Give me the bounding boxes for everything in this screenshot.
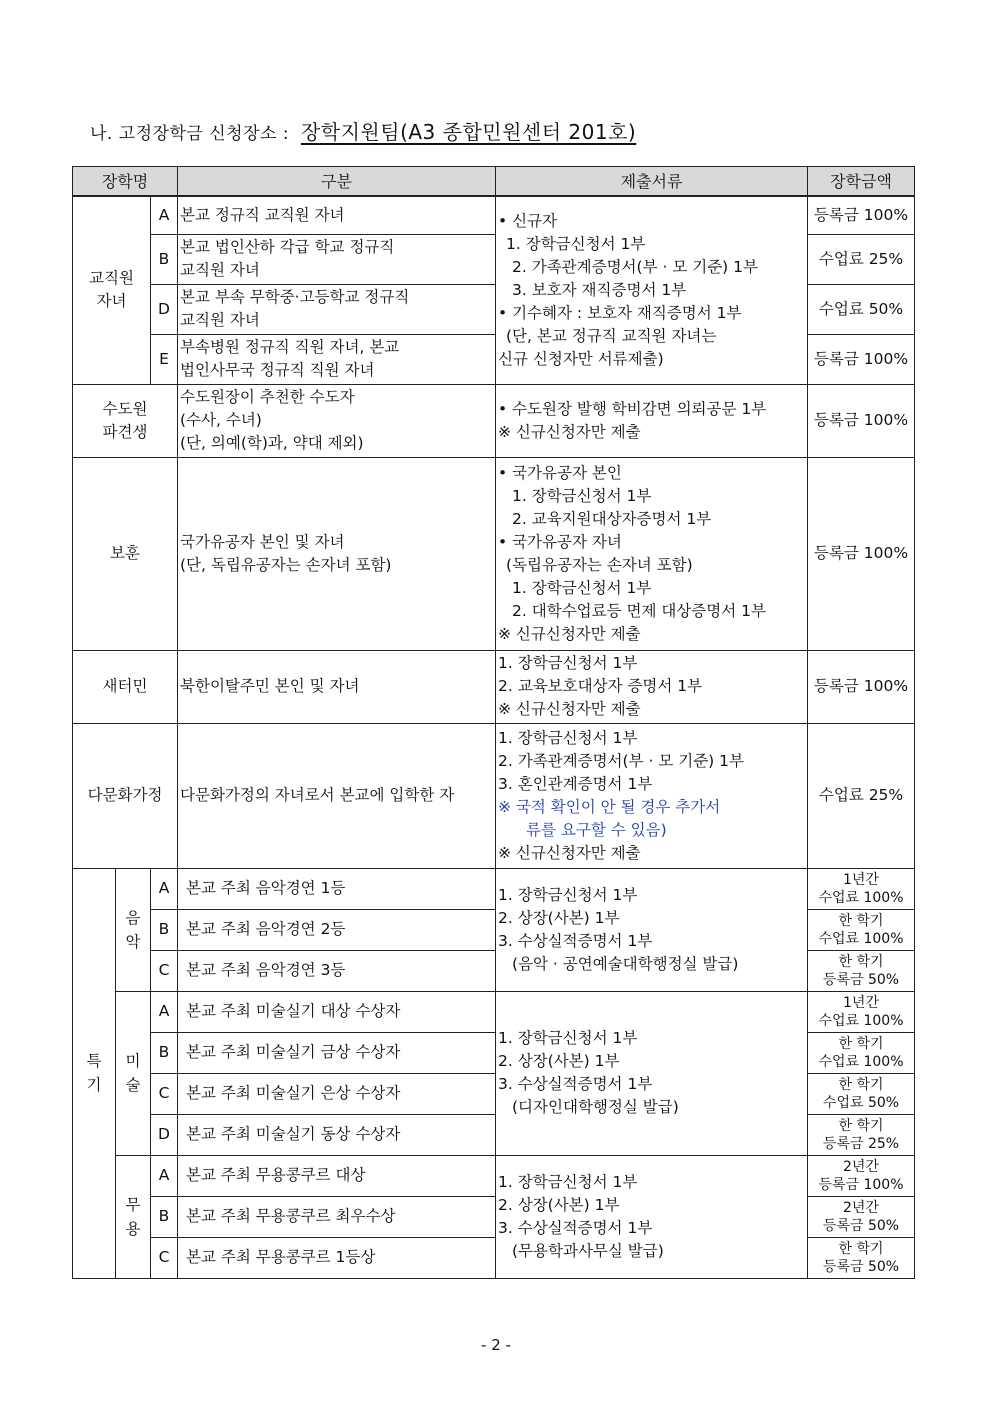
row-code: A bbox=[151, 1155, 178, 1196]
row-code: A bbox=[151, 991, 178, 1032]
table-row bbox=[73, 1155, 915, 1196]
row-desc: 부속병원 정규직 직원 자녀, 본교 법인사무국 정규직 직원 자녀 bbox=[178, 334, 496, 384]
defector-name: 새터민 bbox=[73, 650, 178, 723]
row-code: B bbox=[151, 234, 178, 284]
row-desc: 본교 주최 음악경연 2등 bbox=[178, 909, 496, 950]
row-desc: 본교 주최 무용콩쿠르 대상 bbox=[178, 1155, 496, 1196]
religious-desc: 수도원장이 추천한 수도자 (수사, 수녀) (단, 의예(학)과, 약대 제외) bbox=[178, 384, 496, 457]
row-code: C bbox=[151, 950, 178, 991]
header-category: 구분 bbox=[178, 167, 496, 197]
veterans-amount: 등록금 100% bbox=[808, 457, 915, 650]
table-row bbox=[73, 457, 915, 650]
section-heading bbox=[90, 116, 636, 145]
row-code: D bbox=[151, 1114, 178, 1155]
faculty-docs: • 신규자 1. 장학금신청서 1부 2. 가족관계증명서(부 · 모 기준) 1부 3. 보호자 재직증명서 1부 • 기수혜자 : 보호자 재직증명서 1부 (단, 본교 정규직 교직원 자녀는 신규 신청자만 서류제출) bbox=[496, 196, 808, 384]
heading-location: 장학지원팀(A3 종합민원센터 201호) bbox=[300, 120, 637, 144]
religious-docs: • 수도원장 발행 학비감면 의뢰공문 1부 ※ 신규신청자만 제출 bbox=[496, 384, 808, 457]
row-desc: 본교 주최 미술실기 동상 수상자 bbox=[178, 1114, 496, 1155]
row-amount: 한 학기 수업료 50% bbox=[808, 1073, 915, 1114]
table-row bbox=[73, 868, 915, 909]
row-amount: 등록금 100% bbox=[808, 334, 915, 384]
row-code: E bbox=[151, 334, 178, 384]
row-amount: 한 학기 등록금 50% bbox=[808, 1237, 915, 1278]
music-docs: 1. 장학금신청서 1부 2. 상장(사본) 1부 3. 수상실적증명서 1부 (음악 · 공연예술대학행정실 발급) bbox=[496, 868, 808, 991]
table-row bbox=[73, 650, 915, 723]
multicultural-name: 다문화가정 bbox=[73, 723, 178, 868]
header-amount: 장학금액 bbox=[808, 167, 915, 197]
row-code: A bbox=[151, 868, 178, 909]
row-amount: 2년간 등록금 50% bbox=[808, 1196, 915, 1237]
multicultural-docs: 1. 장학금신청서 1부 2. 가족관계증명서(부 · 모 기준) 1부 3. 혼인관계증명서 1부 ※ 국적 확인이 안 될 경우 추가서 류를 요구할 수 있음) ※ 신규신청자만 제출 bbox=[496, 723, 808, 868]
table-row bbox=[73, 723, 915, 868]
row-amount: 등록금 100% bbox=[808, 196, 915, 234]
dance-name: 무 용 bbox=[116, 1155, 151, 1278]
row-code: A bbox=[151, 196, 178, 234]
defector-docs: 1. 장학금신청서 1부 2. 교육보호대상자 증명서 1부 ※ 신규신청자만 제출 bbox=[496, 650, 808, 723]
row-code: C bbox=[151, 1073, 178, 1114]
scholarship-table bbox=[72, 166, 915, 1279]
veterans-desc: 국가유공자 본인 및 자녀 (단, 독립유공자는 손자녀 포함) bbox=[178, 457, 496, 650]
row-amount: 2년간 등록금 100% bbox=[808, 1155, 915, 1196]
table-row bbox=[73, 384, 915, 457]
row-desc: 본교 법인산하 각급 학교 정규직 교직원 자녀 bbox=[178, 234, 496, 284]
row-amount: 수업료 50% bbox=[808, 284, 915, 334]
religious-amount: 등록금 100% bbox=[808, 384, 915, 457]
page-number: - 2 - bbox=[481, 1336, 511, 1354]
art-docs: 1. 장학금신청서 1부 2. 상장(사본) 1부 3. 수상실적증명서 1부 (디자인대학행정실 발급) bbox=[496, 991, 808, 1155]
table-row bbox=[73, 991, 915, 1032]
row-code: B bbox=[151, 1032, 178, 1073]
row-amount: 한 학기 수업료 100% bbox=[808, 1032, 915, 1073]
veterans-docs: • 국가유공자 본인 1. 장학금신청서 1부 2. 교육지원대상자증명서 1부 • 국가유공자 자녀 (독립유공자는 손자녀 포함) 1. 장학금신청서 1부 2. 대학수업료등 면제 대상증명서 1부 ※ 신규신청자만 제출 bbox=[496, 457, 808, 650]
row-amount: 1년간 수업료 100% bbox=[808, 868, 915, 909]
talent-name: 특 기 bbox=[73, 868, 116, 1278]
row-desc: 본교 주최 미술실기 은상 수상자 bbox=[178, 1073, 496, 1114]
row-desc: 본교 주최 무용콩쿠르 최우수상 bbox=[178, 1196, 496, 1237]
row-desc: 본교 부속 무학중·고등학교 정규직 교직원 자녀 bbox=[178, 284, 496, 334]
faculty-name: 교직원 자녀 bbox=[73, 196, 151, 384]
row-amount: 한 학기 등록금 25% bbox=[808, 1114, 915, 1155]
music-name: 음 악 bbox=[116, 868, 151, 991]
row-desc: 본교 주최 미술실기 금상 수상자 bbox=[178, 1032, 496, 1073]
row-desc: 본교 정규직 교직원 자녀 bbox=[178, 196, 496, 234]
veterans-name: 보훈 bbox=[73, 457, 178, 650]
header-scholarship-name: 장학명 bbox=[73, 167, 178, 197]
row-desc: 본교 주최 음악경연 1등 bbox=[178, 868, 496, 909]
table-header-row bbox=[73, 167, 915, 197]
table-row bbox=[73, 196, 915, 234]
defector-desc: 북한이탈주민 본인 및 자녀 bbox=[178, 650, 496, 723]
multicultural-amount: 수업료 25% bbox=[808, 723, 915, 868]
header-documents: 제출서류 bbox=[496, 167, 808, 197]
row-code: B bbox=[151, 1196, 178, 1237]
art-name: 미 술 bbox=[116, 991, 151, 1155]
row-code: B bbox=[151, 909, 178, 950]
row-desc: 본교 주최 음악경연 3등 bbox=[178, 950, 496, 991]
row-amount: 한 학기 수업료 100% bbox=[808, 909, 915, 950]
multicultural-desc: 다문화가정의 자녀로서 본교에 입학한 자 bbox=[178, 723, 496, 868]
defector-amount: 등록금 100% bbox=[808, 650, 915, 723]
row-amount: 수업료 25% bbox=[808, 234, 915, 284]
row-amount: 한 학기 등록금 50% bbox=[808, 950, 915, 991]
dance-docs: 1. 장학금신청서 1부 2. 상장(사본) 1부 3. 수상실적증명서 1부 (무용학과사무실 발급) bbox=[496, 1155, 808, 1278]
row-code: D bbox=[151, 284, 178, 334]
row-amount: 1년간 수업료 100% bbox=[808, 991, 915, 1032]
religious-name: 수도원 파견생 bbox=[73, 384, 178, 457]
row-code: C bbox=[151, 1237, 178, 1278]
heading-prefix: 나. 고정장학금 신청장소 : bbox=[90, 124, 290, 144]
row-desc: 본교 주최 무용콩쿠르 1등상 bbox=[178, 1237, 496, 1278]
row-desc: 본교 주최 미술실기 대상 수상자 bbox=[178, 991, 496, 1032]
